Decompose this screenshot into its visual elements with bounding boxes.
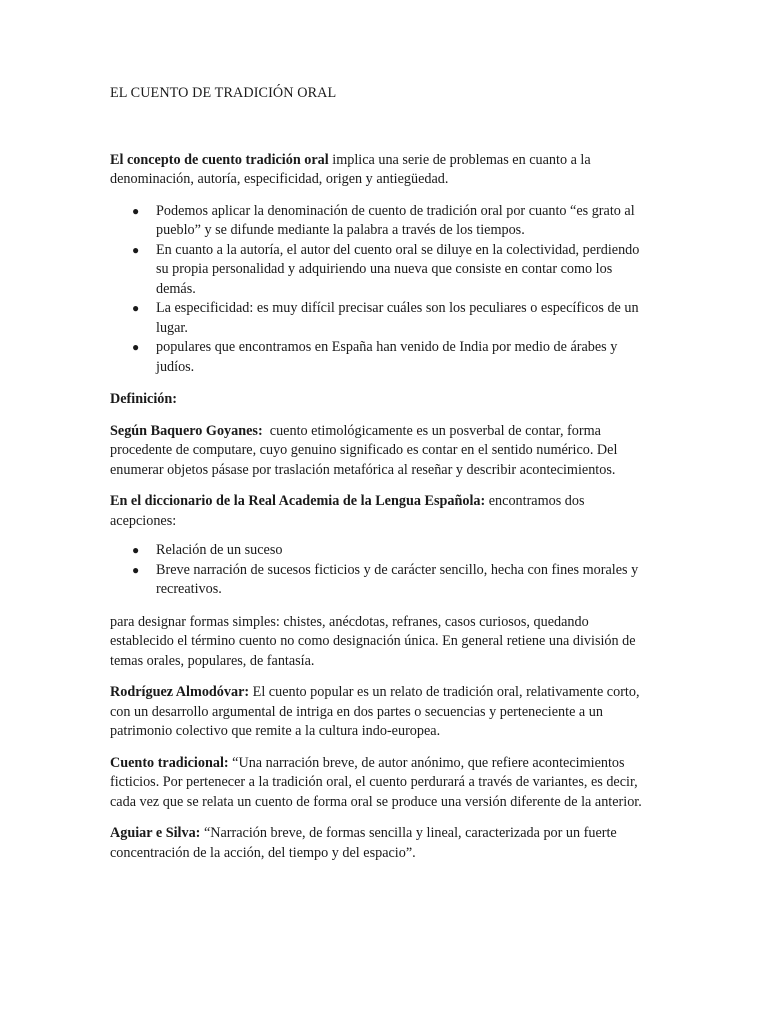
rae-paragraph — [110, 492, 650, 531]
rae-text: encontramos dos acepciones: — [110, 493, 585, 529]
bullet-icon: ● — [132, 340, 140, 354]
rodriguez-author: Rodríguez Almodóvar: — [110, 684, 250, 700]
definicion-heading-text: Definición: — [110, 391, 177, 407]
bullet-icon: ● — [132, 203, 140, 218]
rae-bullet-list — [110, 541, 650, 600]
tradicional-text: “Una narración breve, de autor anónimo, que refiere acontecimientos ficticios. Por pertenecer a la tradición oral, el cuento perdurará a través de variantes, es decir, cada vez que se relata un cuento de forma oral se produce una versión diferente de la anterior. — [110, 754, 642, 810]
baquero-paragraph — [110, 422, 650, 481]
list-item — [110, 338, 650, 377]
list-item — [110, 241, 650, 300]
list-item — [110, 202, 650, 241]
definicion-heading — [110, 390, 650, 410]
aguiar-paragraph — [110, 824, 650, 863]
bullet-icon: ● — [132, 543, 140, 557]
list-item-text: Relación de un suceso — [156, 542, 283, 558]
tradicional-term: Cuento tradicional: — [110, 754, 233, 771]
rae-source: En el diccionario de la Real Academia de la Lengua Española: — [110, 493, 486, 509]
rodriguez-paragraph — [110, 683, 650, 742]
bullet-icon: ● — [132, 562, 140, 577]
intro-paragraph — [110, 151, 650, 190]
rodriguez-text: El cuento popular es un relato de tradición oral, relativamente corto, con un desarrollo argumental de intriga en dos partes o secuencias y perteneciente a un patrimonio colectivo que remite a la cultura indo-europea. — [110, 684, 640, 739]
formas-paragraph: para designar formas simples: chistes, anécdotas, refranes, casos curiosos, quedando establecido el término cuento no como designación única. En general retiene una división de temas orales, populares, de fantasía. — [110, 613, 636, 669]
aguiar-text: “Narración breve, de formas sencilla y lineal, caracterizada por un fuerte concentración de la acción, del tiempo y del espacio”. — [110, 825, 617, 861]
list-item-text: Podemos aplicar la denominación de cuento de tradición oral por cuanto “es grato al pueblo” y se difunde mediante la palabra a través de los tiempos. — [156, 202, 635, 238]
tradicional-paragraph — [110, 754, 650, 813]
baquero-author: Según Baquero Goyanes: — [110, 422, 263, 439]
document-title: EL CUENTO DE TRADICIÓN ORAL — [110, 85, 337, 101]
baquero-text: cuento etimológicamente es un posverbal de contar, forma procedente de computare, cuyo genuino significado es contar en el sentido numérico. Del enumerar objetos pásase por traslación metafórica al reseñar y describir acontecimientos. — [110, 422, 621, 478]
list-item-text: La especificidad: es muy difícil precisar cuáles son los peculiares o específicos de un lugar. — [156, 300, 639, 336]
list-item — [110, 299, 650, 338]
intro-bullet-list — [110, 202, 650, 378]
bullet-icon: ● — [132, 242, 140, 257]
list-item-text: En cuanto a la autoría, el autor del cuento oral se diluye en la colectividad, perdiendo su propia personalidad y adquiriendo una nueva que consiste en contar como los demás. — [156, 241, 640, 297]
intro-text: implica una serie de problemas en cuanto a la denominación, autoría, especificidad, origen y antiegüedad. — [110, 151, 591, 187]
intro-bold-term: El concepto de cuento tradición oral — [110, 151, 329, 168]
document-page — [110, 84, 650, 863]
list-item — [110, 561, 650, 600]
list-item-text: Breve narración de sucesos ficticios y de carácter sencillo, hecha con fines morales y recreativos. — [156, 561, 639, 597]
list-item-text: populares que encontramos en España han venido de India por medio de árabes y judíos. — [156, 339, 618, 375]
aguiar-author: Aguiar e Silva: — [110, 825, 204, 841]
list-item — [110, 541, 650, 561]
bullet-icon: ● — [132, 301, 140, 315]
